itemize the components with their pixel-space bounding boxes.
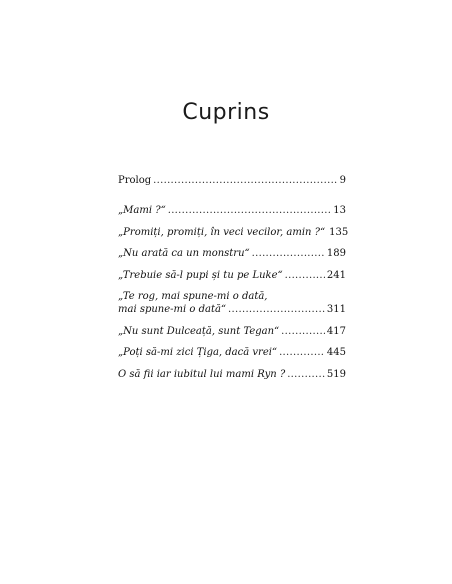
toc-entry-title: „Mami ?“ [118,205,166,216]
toc-entry [118,368,346,381]
toc-entry-title: „Poți să-mi zici Țiga, dacă vrei“ [118,347,278,358]
toc-entry [118,247,346,260]
dot-leader [252,247,325,260]
toc-entry-title: „Nu sunt Dulceață, sunt Tegan“ [118,325,280,337]
dot-leader [153,174,337,187]
toc-entry-title: „Nu arată ca un monstru“ [118,248,250,259]
toc-entry-title-line-2: mai spune-mi o dată“ [118,304,227,315]
toc-entry [118,269,346,282]
table-of-contents [118,174,349,389]
toc-entry-page: 189 [326,248,346,259]
toc-entry-page: 13 [333,205,346,216]
toc-entry-title: Prolog [118,175,152,186]
dot-leader [228,303,325,316]
toc-entry [118,290,346,316]
toc-entry-page: 445 [326,347,346,358]
toc-entry [118,204,346,217]
toc-entry-title: „Trebuie să-l pupi și tu pe Luke“ [118,269,283,281]
toc-entry-page: 241 [326,269,346,281]
toc-entry-page: 519 [326,368,346,380]
toc-entry-title: O să fii iar iubitul lui mami Ryn ? [118,368,286,380]
toc-entry-prolog [118,174,346,187]
dot-leader [287,368,325,381]
dot-leader [168,204,332,217]
dot-leader [279,346,325,359]
toc-entry-page: 417 [326,325,346,337]
toc-entry [118,346,346,359]
toc-entry-title: „Promiți, promiți, în veci vecilor, amin ?“ [118,226,326,238]
toc-entry [118,325,346,338]
toc-entry [118,226,349,239]
toc-entry-page: 311 [326,304,346,315]
page-title: Cuprins [182,100,270,125]
toc-entry-title-line-1: „Te rog, mai spune-mi o dată, [118,291,268,302]
dot-leader [285,269,325,282]
toc-entry-page: 135 [329,226,349,238]
dot-leader [281,325,325,338]
toc-entry-page: 9 [339,175,346,186]
